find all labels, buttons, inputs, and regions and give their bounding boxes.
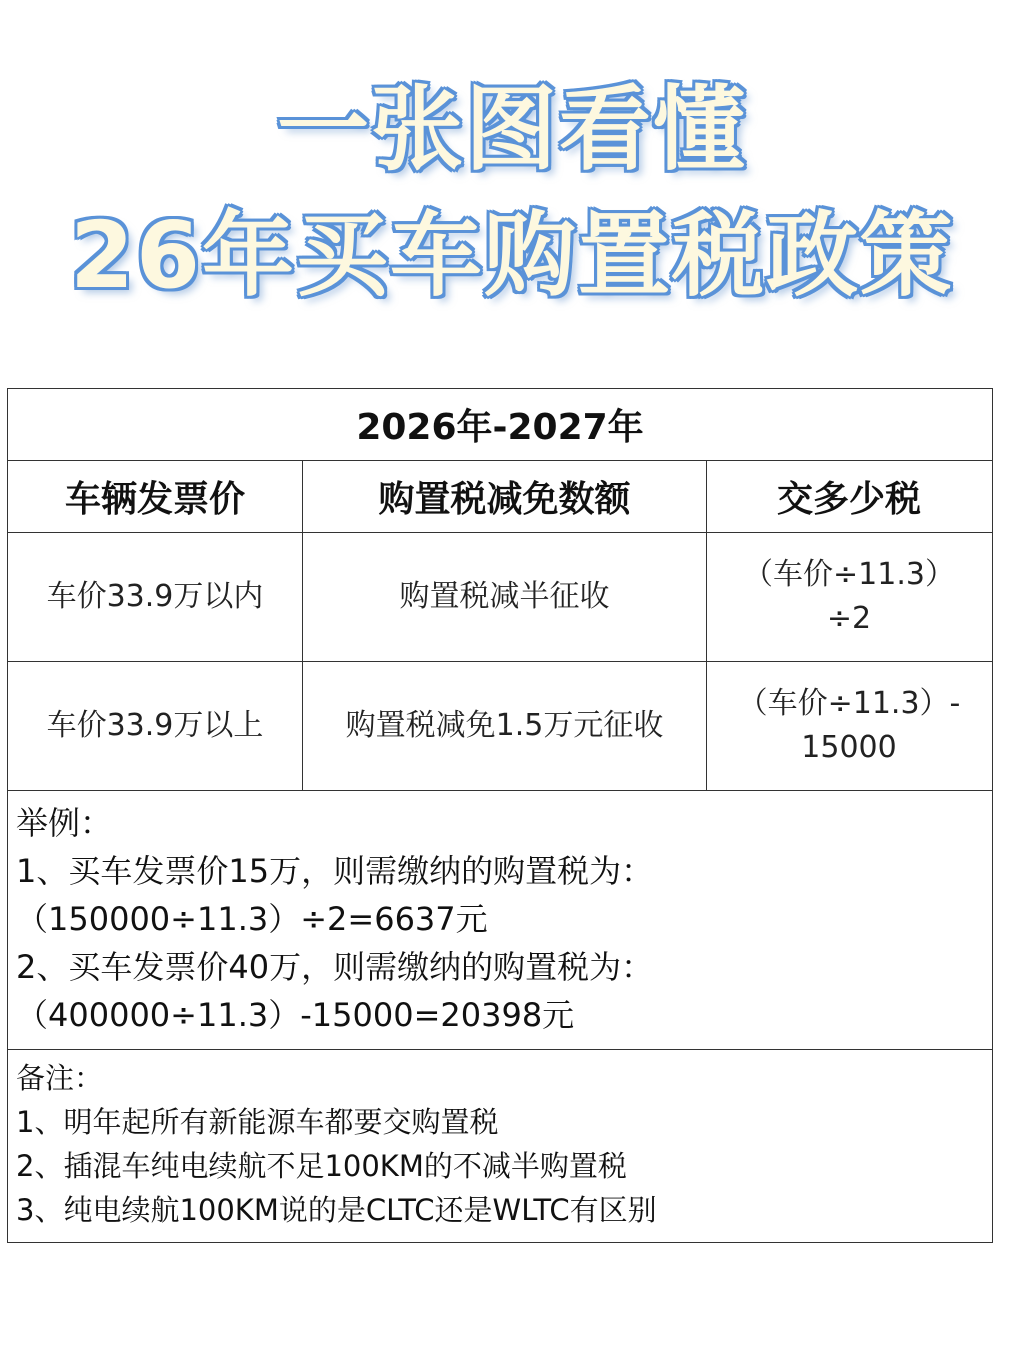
row-tax-formula: [707, 662, 991, 790]
row-relief: 购置税减半征收: [303, 533, 707, 661]
example-line: （150000÷11.3）÷2=6637元: [16, 900, 488, 938]
note-line: 1、明年起所有新能源车都要交购置税: [16, 1105, 499, 1139]
headline-line-1: 一张图看懂: [276, 76, 747, 183]
table-period-title: 2026年-2027年: [356, 407, 644, 448]
row-relief: 购置税减免1.5万元征收: [303, 662, 707, 790]
header-invoice-price: 车辆发票价: [8, 461, 303, 532]
note-line: 2、插混车纯电续航不足100KM的不减半购置税: [16, 1149, 627, 1183]
tax-formula-line-1: （车价÷11.3）-: [737, 686, 961, 721]
table-period-row: [8, 389, 992, 461]
row-tax-formula: [707, 533, 991, 661]
notes-title: 备注：: [16, 1061, 104, 1095]
table-row: [8, 662, 992, 791]
notes-section: [8, 1050, 992, 1242]
table-row: [8, 533, 992, 662]
tax-formula-line-1: （车价÷11.3）: [743, 557, 955, 592]
header-tax-relief: 购置税减免数额: [303, 461, 707, 532]
example-line: 2、买车发票价40万，则需缴纳的购置税为：: [16, 948, 654, 986]
tax-policy-table: [7, 388, 993, 1243]
headline-line-2: 26年买车购置税政策: [69, 202, 955, 309]
example-line: （400000÷11.3）-15000=20398元: [16, 996, 575, 1034]
header-tax-due: 交多少税: [776, 479, 921, 520]
tax-formula-line-2: ÷2: [826, 601, 872, 636]
example-section: [8, 791, 992, 1050]
row-price: 车价33.9万以内: [8, 533, 303, 661]
table-header-row: [8, 461, 992, 533]
row-price: 车价33.9万以上: [8, 662, 303, 790]
example-title: 举例：: [16, 804, 113, 842]
note-line: 3、纯电续航100KM说的是CLTC还是WLTC有区别: [16, 1193, 657, 1227]
tax-formula-line-2: 15000: [801, 730, 897, 765]
example-line: 1、买车发票价15万，则需缴纳的购置税为：: [16, 852, 654, 890]
